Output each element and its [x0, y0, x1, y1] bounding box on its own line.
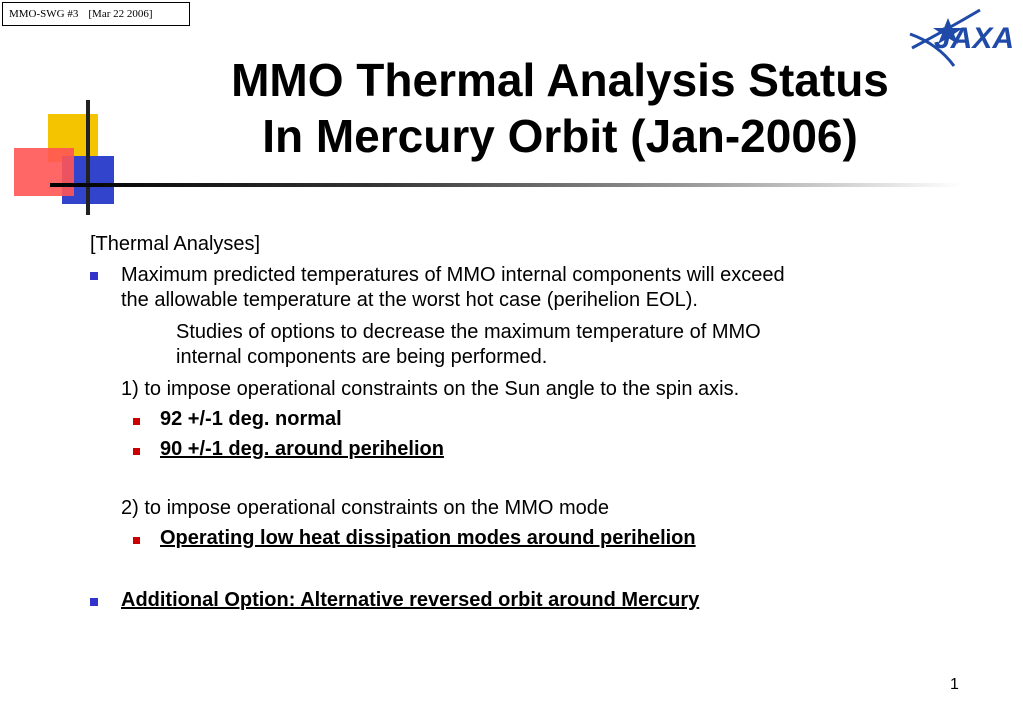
logo-text: JAXA	[934, 22, 1015, 55]
meeting-label: MMO-SWG #3	[9, 8, 79, 20]
option-2-sub-1: Operating low heat dissipation modes around perihelion	[160, 527, 696, 549]
studies-line-1: Studies of options to decrease the maximum temperature of MMO	[176, 321, 761, 343]
bullet-square-icon	[90, 272, 98, 280]
option-1-sub-1: 92 +/-1 deg. normal	[160, 408, 342, 430]
option-1-sub-2: 90 +/-1 deg. around perihelion	[160, 438, 444, 460]
studies-line-2: internal components are being performed.	[176, 346, 548, 368]
page-number: 1	[950, 676, 959, 693]
option-1: 1) to impose operational constraints on the Sun angle to the spin axis.	[121, 378, 740, 400]
meeting-date: [Mar 22 2006]	[88, 8, 153, 20]
section-label: [Thermal Analyses]	[90, 233, 261, 255]
sub-bullet-square-icon	[133, 448, 140, 455]
bullet-1-line-1: Maximum predicted temperatures of MMO internal components will exceed	[121, 264, 785, 286]
title-line-1: MMO Thermal Analysis Status	[231, 54, 889, 106]
option-2: 2) to impose operational constraints on the MMO mode	[121, 497, 610, 519]
sub-bullet-square-icon	[133, 537, 140, 544]
title-line-2: In Mercury Orbit (Jan-2006)	[262, 110, 858, 162]
bullet-square-icon	[90, 598, 98, 606]
bullet-1-line-2: the allowable temperature at the worst hot case (perihelion EOL).	[121, 289, 698, 311]
sub-bullet-square-icon	[133, 418, 140, 425]
bullet-2: Additional Option: Alternative reversed orbit around Mercury	[121, 589, 700, 611]
